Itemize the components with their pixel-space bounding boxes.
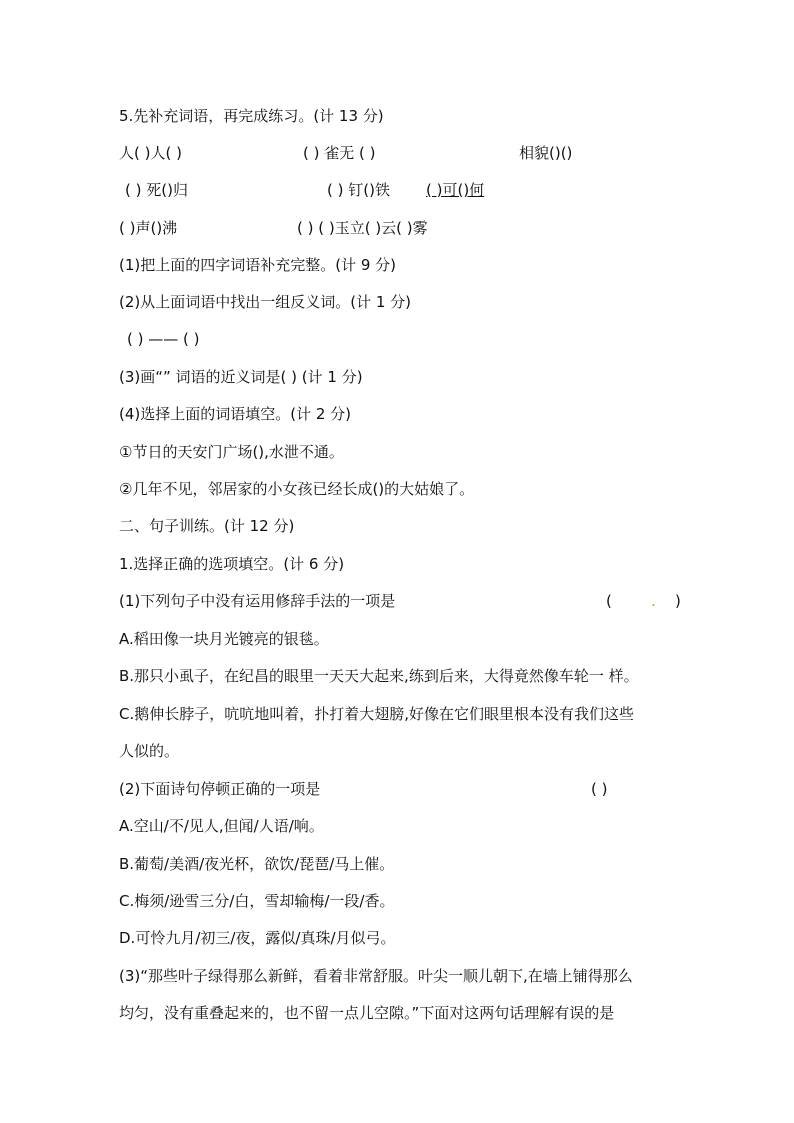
option-2-1-b: B.那只小虱子，在纪昌的眼里一天天大起来,练到后来，大得竟然像车轮一 样。	[119, 667, 639, 685]
question-2-2-stem: (2)下面诗句停顿正确的一项是	[119, 780, 321, 798]
section2-sub1: 1.选择正确的选项填空。(计 6 分)	[119, 555, 345, 573]
answer-paren-close: )	[675, 592, 681, 610]
idiom-5: ( ) 钉()铁	[327, 181, 390, 199]
idiom-4: ( ) 死()归	[125, 181, 188, 199]
idiom-8: ( ) ( )玉立( )云( )雾	[297, 219, 428, 237]
question-5-1: (1)把上面的四字词语补充完整。(计 9 分)	[119, 256, 397, 274]
question-5-3: (3)画“” 词语的近义词是( ) (计 1 分)	[119, 368, 363, 386]
fill-sentence-1: ①节日的天安门广场(),水泄不通。	[119, 443, 344, 461]
idiom-row-2	[119, 180, 719, 200]
question-2-3-line2: 均匀，没有重叠起来的，也不留一点儿空隙。”下面对这两句话理解有误的是	[119, 1004, 615, 1022]
idiom-2: ( ) 雀无 ( )	[303, 144, 376, 162]
idiom-6-underlined: ( )可()何	[426, 181, 485, 199]
question-2-2	[119, 779, 685, 799]
option-2-2-a: A.空山/不/见人,但闻/人语/响。	[119, 817, 324, 835]
question-5-2: (2)从上面词语中找出一组反义词。(计 1 分)	[119, 293, 412, 311]
idiom-row-1	[119, 143, 719, 163]
idiom-3: 相貌()()	[519, 144, 573, 162]
question-2-1	[119, 591, 685, 611]
answer-paren: ( )	[591, 780, 608, 798]
section5-title: 5.先补充词语，再完成练习。(计 13 分)	[119, 107, 384, 125]
idiom-7: ( )声()沸	[119, 219, 178, 237]
fill-sentence-2: ②几年不见，邻居家的小女孩已经长成()的大姑娘了。	[119, 480, 475, 498]
question-5-4: (4)选择上面的词语填空。(计 2 分)	[119, 405, 352, 423]
question-2-3-line1: (3)“那些叶子绿得那么新鲜，看着非常舒服。叶尖一顺儿朝下,在墙上铺得那么	[119, 967, 633, 985]
idiom-1: 人( )人( )	[119, 144, 182, 162]
antonym-answer-blank: ( ) —— ( )	[127, 330, 200, 348]
option-2-1-a: A.稻田像一块月光镀亮的银毯。	[119, 630, 329, 648]
option-2-2-b: B.葡萄/美酒/夜光杯，欲饮/琵琶/马上催。	[119, 855, 395, 873]
option-2-1-c-line1: C.鹅伸长脖子，吭吭地叫着，扑打着大翅膀,好像在它们眼里根本没有我们这些	[119, 705, 635, 723]
option-2-1-c-line2: 人似的。	[119, 742, 180, 760]
answer-paren-open: (	[606, 592, 612, 610]
answer-dot: .	[651, 592, 656, 610]
section2-title: 二、句子训练。(计 12 分)	[119, 517, 295, 535]
idiom-row-3	[119, 218, 719, 238]
option-2-2-c: C.梅须/逊雪三分/白，雪却输梅/一段/香。	[119, 892, 395, 910]
question-2-1-stem: (1)下列句子中没有运用修辞手法的一项是	[119, 592, 396, 610]
option-2-2-d: D.可怜九月/初三/夜，露似/真珠/月似弓。	[119, 929, 396, 947]
